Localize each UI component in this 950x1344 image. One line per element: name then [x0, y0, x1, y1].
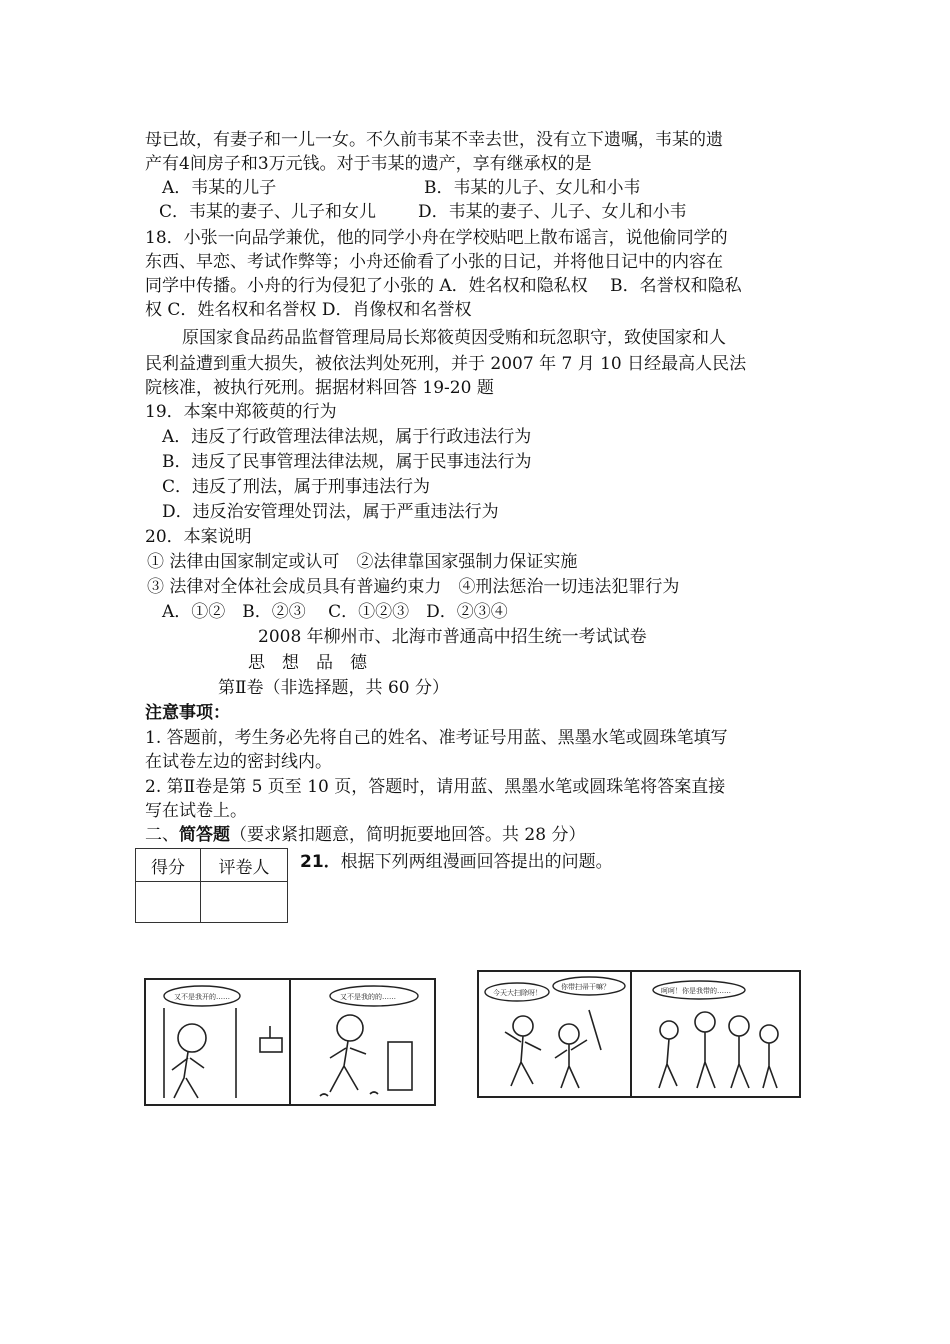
q17-option-a: A．韦某的儿子	[162, 178, 277, 198]
comic-left	[144, 978, 436, 1106]
bubble-text: 又不是我的的……	[340, 993, 396, 1001]
q19-option-b: B．违反了民事管理法律法规，属于民事违法行为	[162, 452, 532, 472]
bubble-text: 呵呵！你是我带的……	[661, 987, 731, 995]
q20-statement-line: ① 法律由国家制定或认可 ②法律靠国家强制力保证实施	[147, 552, 578, 572]
q18-text-line: 权 C．姓名权和名誉权 D．肖像权和名誉权	[145, 300, 472, 320]
score-label-cell: 得分	[136, 849, 201, 882]
q21-number: 21．	[300, 852, 341, 872]
q17-text-line: 产有4间房子和3万元钱。对于韦某的遗产，享有继承权的是	[145, 154, 592, 174]
section-title: 简答题	[179, 825, 230, 845]
notice-heading: 注意事项：	[145, 703, 230, 723]
material-text-line: 民利益遭到重大损失，被依法判处死刑，并于 2007 年 7 月 10 日经最高人民法	[145, 354, 747, 374]
section-heading	[145, 823, 585, 847]
q19-option-a: A．违反了行政管理法律法规，属于行政违法行为	[162, 427, 532, 447]
material-text-line: 原国家食品药品监督管理局局长郑筱萸因受贿和玩忽职守，致使国家和人	[182, 328, 726, 348]
notice-line: 在试卷左边的密封线内。	[145, 752, 332, 772]
bubble-text: 你带扫帚干嘛？	[561, 983, 610, 991]
q17-text-line: 母已故，有妻子和一儿一女。不久前韦某不幸去世，没有立下遗嘱，韦某的遗	[145, 130, 723, 150]
q17-option-d: D．韦某的妻子、儿子、女儿和小韦	[418, 202, 687, 222]
notice-line: 写在试卷上。	[145, 801, 247, 821]
q17-option-c: C．韦某的妻子、儿子和女儿	[159, 202, 377, 222]
q21-stem	[300, 850, 613, 874]
q19-option-c: C．违反了刑法，属于刑事违法行为	[162, 477, 431, 497]
q18-text-line: 东西、早恋、考试作弊等；小舟还偷看了小张的日记，并将他日记中的内容在	[145, 252, 723, 272]
q20-stem: 20．本案说明	[145, 527, 252, 547]
q18-text-line: 同学中传播。小舟的行为侵犯了小张的 A．姓名权和隐私权 B．名誉权和隐私	[145, 276, 742, 296]
notice-line: 1. 答题前，考生务必先将自己的姓名、准考证号用蓝、黑墨水笔或圆珠笔填写	[145, 728, 728, 748]
subject-title: 思 想 品 德	[248, 653, 367, 673]
grader-label-cell: 评卷人	[201, 849, 288, 882]
score-input-cell[interactable]	[136, 882, 201, 923]
section-note: （要求紧扣题意，简明扼要地回答。共 28 分）	[230, 825, 586, 845]
q20-statement-line: ③ 法律对全体社会成员具有普遍约束力 ④刑法惩治一切违法犯罪行为	[147, 577, 680, 597]
section-prefix: 二、	[145, 825, 179, 845]
bubble-text: 又不是我开的……	[174, 993, 230, 1001]
q19-stem: 19．本案中郑筱萸的行为	[145, 402, 337, 422]
bubble-text: 今天大扫除呀！	[493, 989, 542, 997]
material-text-line: 院核准，被执行死刑。据据材料回答 19-20 题	[145, 378, 494, 398]
q21-text: 根据下列两组漫画回答提出的问题。	[340, 852, 613, 872]
exam-title: 2008 年柳州市、北海市普通高中招生统一考试试卷	[258, 627, 647, 647]
volume-title: 第Ⅱ卷（非选择题，共 60 分）	[218, 678, 449, 698]
q18-text-line: 18．小张一向品学兼优，他的同学小舟在学校贴吧上散布谣言，说他偷同学的	[145, 228, 728, 248]
q19-option-d: D．违反治安管理处罚法，属于严重违法行为	[162, 502, 499, 522]
q17-option-b: B．韦某的儿子、女儿和小韦	[424, 178, 641, 198]
score-table	[135, 848, 288, 923]
q20-options: A．①② B．②③ C．①②③ D．②③④	[162, 602, 508, 622]
grader-input-cell[interactable]	[201, 882, 288, 923]
notice-line: 2. 第Ⅱ卷是第 5 页至 10 页，答题时，请用蓝、黑墨水笔或圆珠笔将答案直接	[145, 777, 726, 797]
comic-right	[477, 970, 801, 1098]
